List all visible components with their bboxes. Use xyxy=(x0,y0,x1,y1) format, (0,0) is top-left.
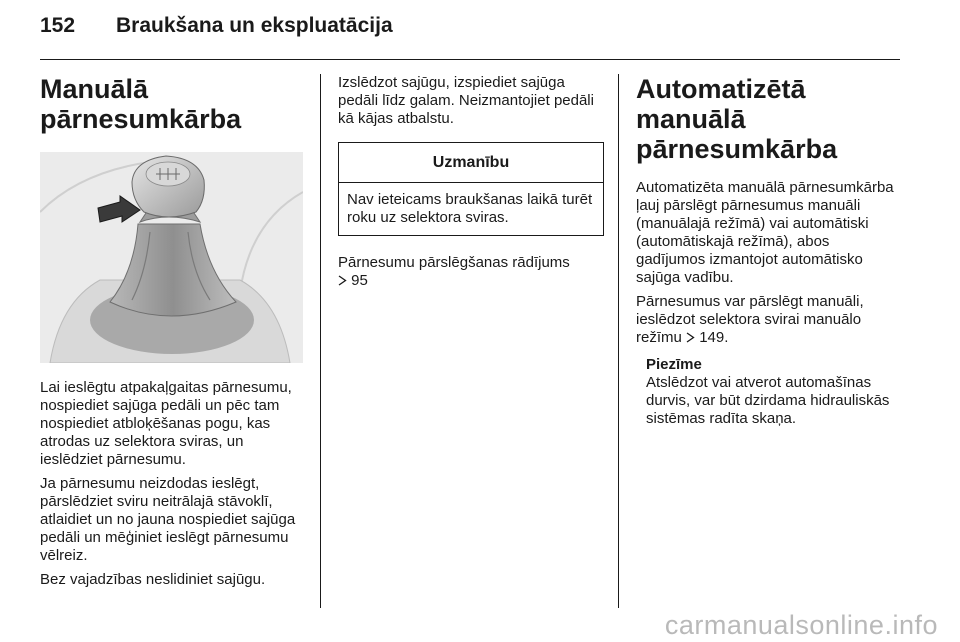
warning-title: Uzmanību xyxy=(339,143,603,183)
note-text: Atslēdzot vai atverot automašīnas durvis, var būt dzirdama hidrauliskās sistēmas radīta skaņa. xyxy=(646,374,890,427)
section-title-automated-manual-gearbox: Automatizētā manuālā pārnesumkārba xyxy=(636,74,838,164)
column-manual-gearbox xyxy=(40,74,306,589)
watermark: carmanualsonline.info xyxy=(664,610,938,640)
header-rule xyxy=(40,59,900,60)
paragraph-reverse-gear: Lai ieslēgtu atpakaļgaitas pārnesumu, nospiediet sajūga pedāli un pēc tam nospiediet atbloķēšanas pogu, kas atrodas uz selektora sviras, un ieslēdziet pārnesumu. xyxy=(40,379,292,468)
column-clutch-notes xyxy=(338,74,604,290)
reference-page-link[interactable]: 95 xyxy=(351,272,368,289)
running-head: Braukšana un ekspluatācija xyxy=(116,14,393,37)
column-automated-manual-gearbox xyxy=(636,74,902,428)
manual-mode-text: Pārnesumus var pārslēgt manuāli, ieslēdzot selektora svirai manuālo režīmu xyxy=(636,293,864,346)
paragraph-clutch-pedal: Izslēdzot sajūgu, izspiediet sajūga pedāli līdz galam. Neizmantojiet pedāli kā kājas atbalstu. xyxy=(338,74,594,127)
column-divider xyxy=(320,74,321,608)
note-block xyxy=(636,356,902,428)
column-divider xyxy=(618,74,619,608)
warning-text: Nav ieteicams braukšanas laikā turēt roku uz selektora sviras. xyxy=(347,191,593,226)
shift-indicator-reference xyxy=(338,254,604,290)
gear-lever-illustration xyxy=(40,152,303,363)
manual-mode-page-link[interactable]: 149. xyxy=(699,329,729,346)
warning-box xyxy=(338,142,604,236)
page-ref-arrow-icon xyxy=(686,329,699,346)
paragraph-manual-mode xyxy=(636,293,902,347)
page-ref-arrow-icon xyxy=(338,272,351,289)
paragraph-gear-fail: Ja pārnesumu neizdodas ieslēgt, pārslēdziet sviru neitrālajā stāvoklī, atlaidiet un no jauna nospiediet sajūga pedāli un mēģiniet ieslēgt pārnesumu vēlreiz. xyxy=(40,475,296,564)
page-header xyxy=(40,14,900,54)
note-title: Piezīme xyxy=(646,356,702,373)
paragraph-amt-intro: Automatizēta manuālā pārnesumkārba ļauj pārslēgt pārnesumus manuāli (manuālajā režīmā) vai automātiski (automātiskajā režīmā), abos gadījumos izmantojot automātisko sajūga vadību. xyxy=(636,179,894,286)
paragraph-clutch-slip: Bez vajadzības neslidiniet sajūgu. xyxy=(40,571,266,588)
reference-text: Pārnesumu pārslēgšanas rādījums xyxy=(338,254,570,271)
section-title-manual-gearbox: Manuālā pārnesumkārba xyxy=(40,74,242,134)
page-number: 152 xyxy=(40,14,76,37)
